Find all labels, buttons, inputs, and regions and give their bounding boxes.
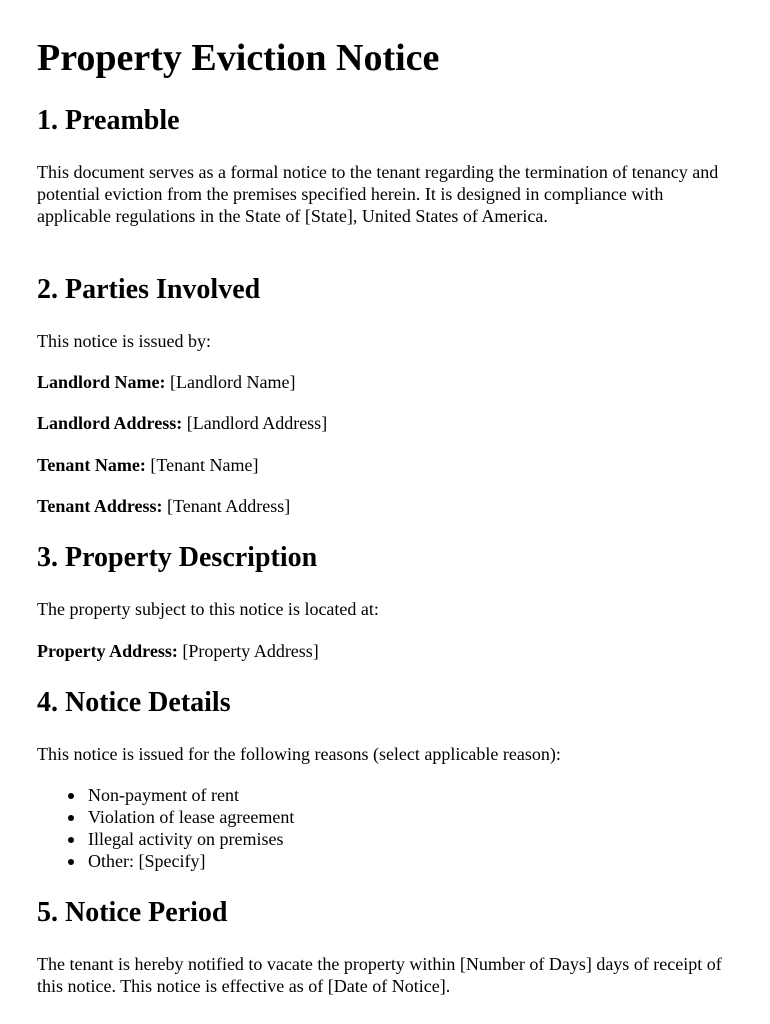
- notice-period-text: The tenant is hereby notified to vacate the property within [Number of Days] days of receipt of this notice. This notice is effective as of [Date of Notice].: [37, 954, 722, 996]
- landlord-address-line: [37, 412, 727, 434]
- tenant-name-label: Tenant Name:: [37, 455, 146, 475]
- landlord-name-line: [37, 371, 727, 393]
- property-intro: The property subject to this notice is located at:: [37, 599, 379, 619]
- section-heading-notice-details: 4. Notice Details: [37, 687, 231, 718]
- landlord-address-value: [Landlord Address]: [186, 413, 328, 433]
- property-address-line: [37, 640, 727, 662]
- landlord-name-label: Landlord Name:: [37, 372, 166, 392]
- section-heading-property: 3. Property Description: [37, 542, 318, 573]
- tenant-address-line: [37, 495, 727, 517]
- preamble-text: This document serves as a formal notice to the tenant regarding the termination of tenancy and potential eviction from the premises specified herein. It is designed in compliance with applicable regulations in the State of [State], United States of America.: [37, 162, 719, 226]
- tenant-address-label: Tenant Address:: [37, 496, 163, 516]
- section-heading-parties: 2. Parties Involved: [37, 274, 261, 305]
- reasons-list: [37, 784, 294, 872]
- tenant-name-line: [37, 454, 727, 476]
- notice-details-intro: This notice is issued for the following reasons (select applicable reason):: [37, 744, 561, 764]
- property-address-label: Property Address:: [37, 641, 178, 661]
- list-item: Illegal activity on premises: [88, 828, 294, 850]
- list-item: Non-payment of rent: [88, 784, 294, 806]
- document-title: Property Eviction Notice: [37, 37, 440, 79]
- list-item: Violation of lease agreement: [88, 807, 295, 827]
- tenant-name-value: [Tenant Name]: [150, 455, 259, 475]
- list-item: Other: [Specify]: [88, 850, 294, 872]
- parties-intro: This notice is issued by:: [37, 331, 211, 351]
- section-heading-preamble: 1. Preamble: [37, 105, 180, 136]
- section-heading-notice-period: 5. Notice Period: [37, 897, 228, 928]
- tenant-address-value: [Tenant Address]: [167, 496, 291, 516]
- landlord-address-label: Landlord Address:: [37, 413, 183, 433]
- landlord-name-value: [Landlord Name]: [170, 372, 296, 392]
- property-address-value: [Property Address]: [182, 641, 319, 661]
